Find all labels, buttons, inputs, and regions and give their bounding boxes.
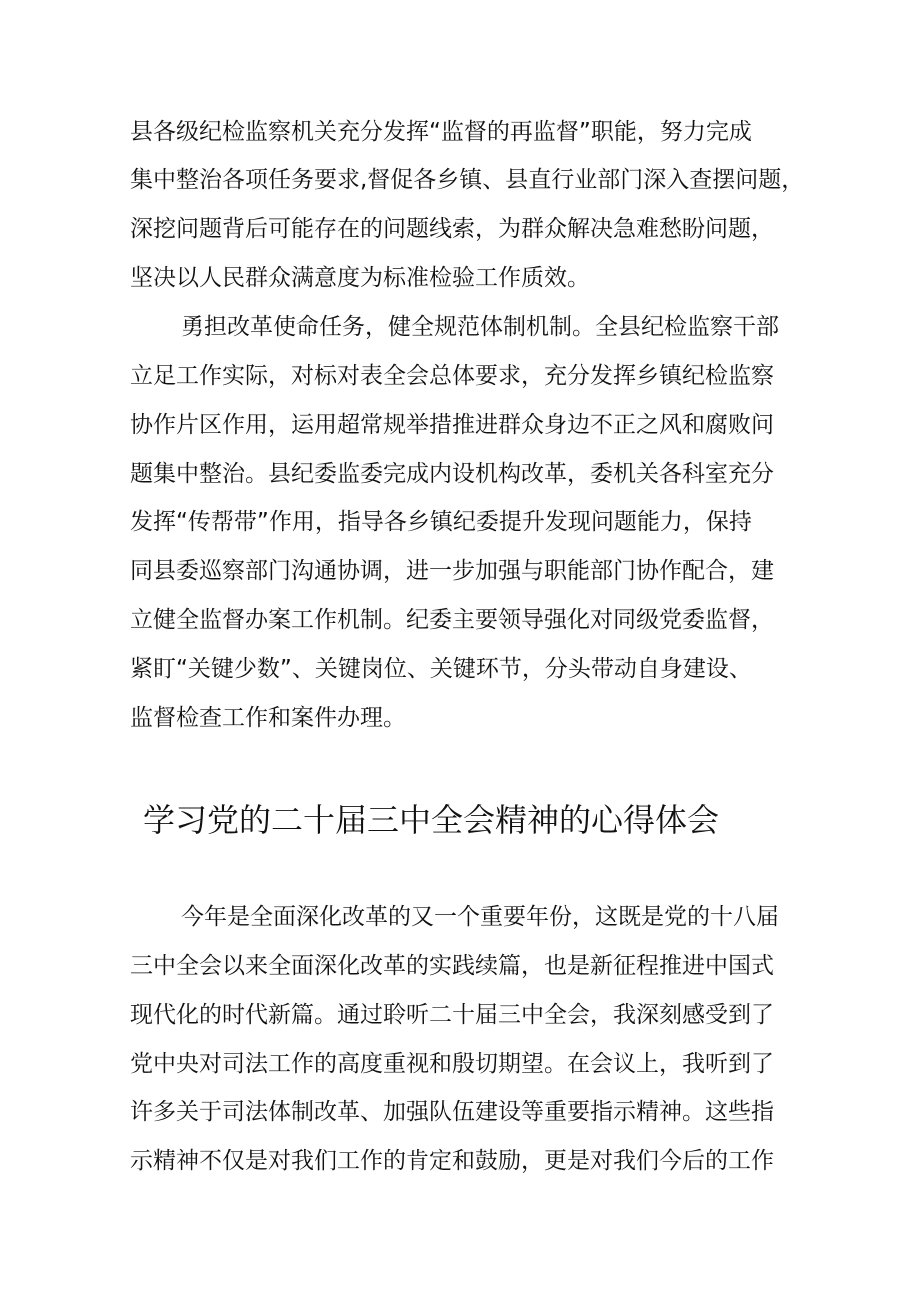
paragraph3-line-6: 示精神不仅是对我们工作的肯定和鼓励，更是对我们今后的工作: [130, 1148, 774, 1174]
paragraph2-line-3: 协作片区作用，运用超常规举措推进群众身边不正之风和腐败问: [130, 412, 774, 438]
paragraph1-line-1: 县各级纪检监察机关充分发挥“监督的再监督”职能，努力完成: [130, 119, 752, 145]
paragraph2-line-6: 同县委巡察部门沟通协调，进一步加强与职能部门协作配合，建: [130, 558, 774, 584]
paragraph2-line-5: 发挥“传帮带”作用，指导各乡镇纪委提升发现问题能力，保持: [130, 509, 752, 535]
paragraph1-line-4: 坚决以人民群众满意度为标准检验工作质效。: [130, 265, 590, 291]
paragraph2-line-9: 监督检查工作和案件办理。: [130, 705, 406, 731]
paragraph3-line-2: 三中全会以来全面深化改革的实践续篇，也是新征程推进中国式: [130, 953, 774, 979]
section-heading: 学习党的二十届三中全会精神的心得体会: [143, 801, 720, 839]
paragraph1-line-3: 深挖问题背后可能存在的问题线索，为群众解决急难愁盼问题，: [130, 216, 774, 242]
paragraph2-line-1: 勇担改革使命任务，健全规范体制机制。全县纪检监察干部: [181, 314, 779, 340]
paragraph3-line-4: 党中央对司法工作的高度重视和殷切期望。在会议上，我听到了: [130, 1051, 774, 1077]
paragraph2-line-7: 立健全监督办案工作机制。纪委主要领导强化对同级党委监督，: [130, 607, 774, 633]
paragraph1-line-2: 集中整治各项任务要求,督促各乡镇、县直行业部门深入查摆问题，: [130, 167, 805, 193]
paragraph3-line-3: 现代化的时代新篇。通过聆听二十届三中全会，我深刻感受到了: [130, 1002, 774, 1028]
paragraph3-line-1: 今年是全面深化改革的又一个重要年份，这既是党的十八届: [181, 904, 779, 930]
paragraph2-line-4: 题集中整治。县纪委监委完成内设机构改革，委机关各科室充分: [130, 461, 774, 487]
paragraph2-line-2: 立足工作实际，对标对表全会总体要求，充分发挥乡镇纪检监察: [130, 363, 774, 389]
paragraph3-line-5: 许多关于司法体制改革、加强队伍建设等重要指示精神。这些指: [130, 1099, 774, 1125]
paragraph2-line-8: 紧盯“关键少数”、关键岗位、关键环节，分头带动自身建设、: [130, 656, 752, 682]
